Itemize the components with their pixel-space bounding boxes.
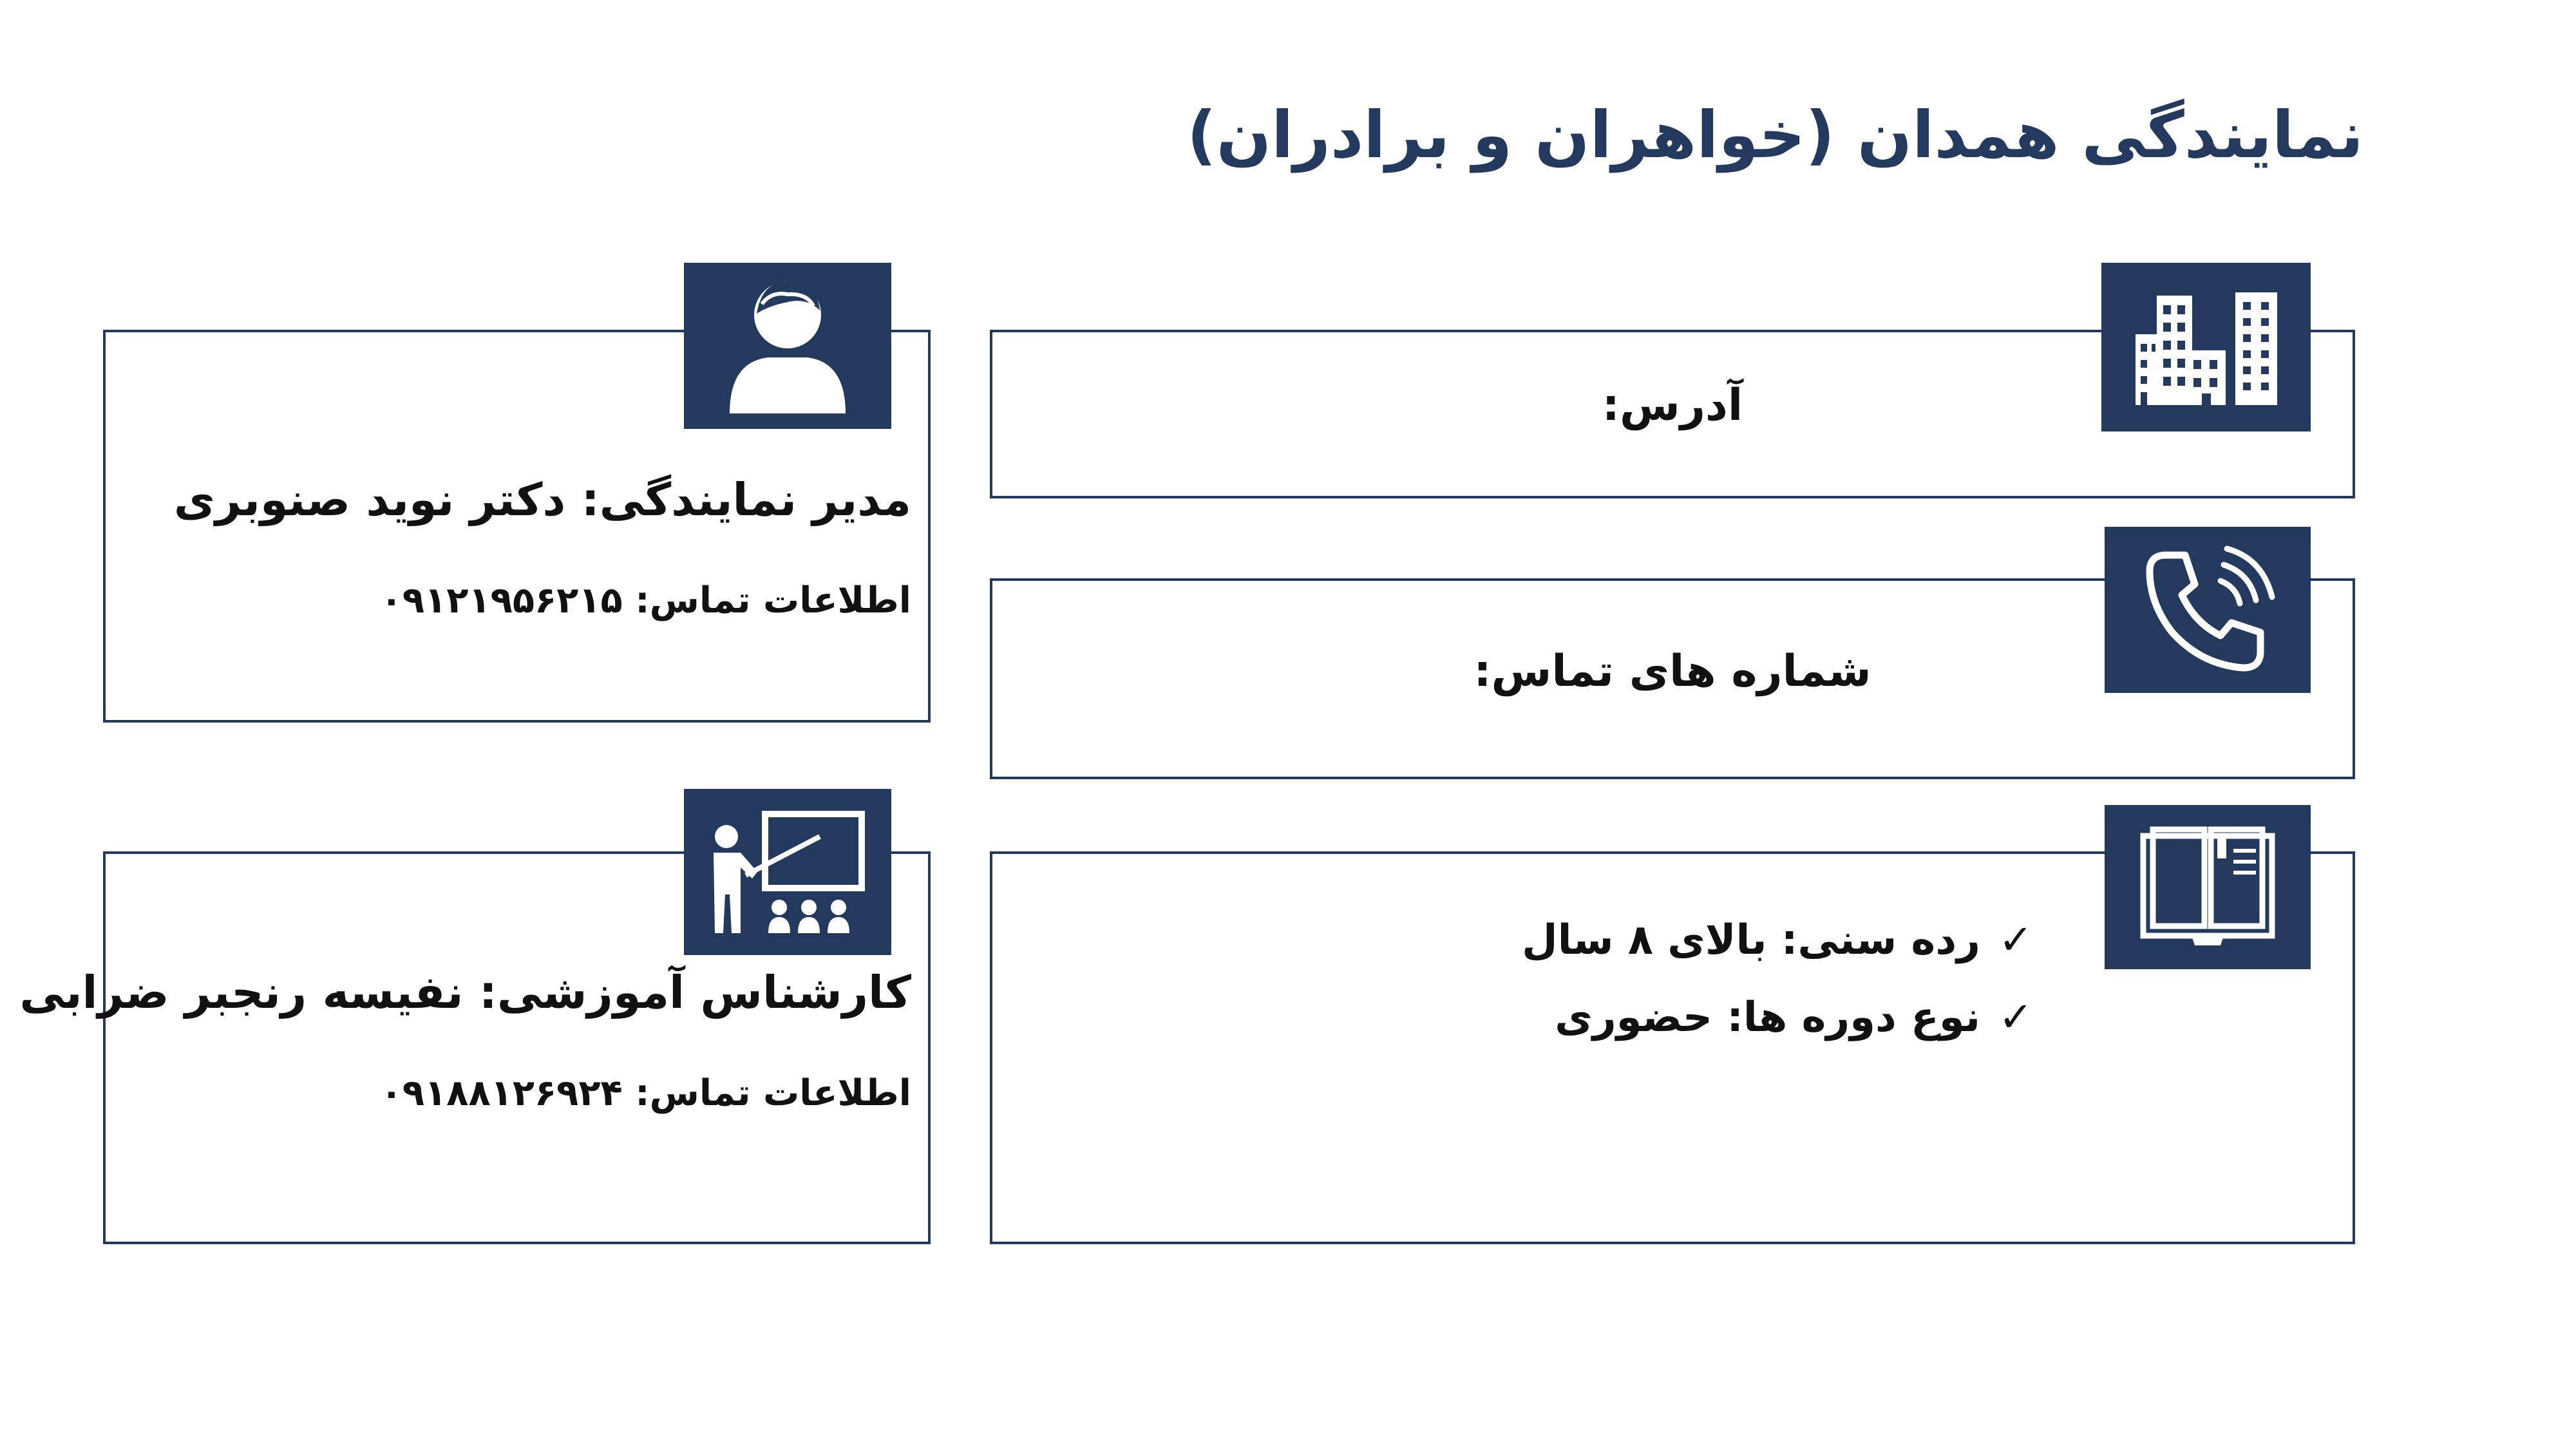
manager-contact: اطلاعات تماس: ۰۹۱۲۱۹۵۶۲۱۵ [380,580,911,621]
education-contact: اطلاعات تماس: ۰۹۱۸۸۱۲۶۹۲۴ [380,1072,911,1114]
address-label: آدرس: [1602,380,1743,431]
check-icon: ✓ [1998,994,2033,1041]
book-icon [2140,826,2275,949]
list-item: ✓رده سنی: بالای ۸ سال [1522,902,2051,979]
info-list [1522,902,2051,1056]
check-icon: ✓ [1998,916,2033,964]
education-icon-box [684,789,891,955]
phone-label: شماره های تماس: [1473,646,1871,697]
page-title: نمایندگی همدان (خواهران و برادران) [1187,97,2363,173]
manager-icon-box [684,263,891,429]
teacher-icon [707,804,868,940]
education-name: کارشناس آموزشی: نفیسه رنجبر ضرابی [19,966,911,1019]
person-icon [723,275,852,417]
list-item: ✓نوع دوره ها: حضوری [1522,979,2051,1056]
info-icon-box [2105,805,2311,969]
manager-name: مدیر نمایندگی: دکتر نوید صنوبری [173,473,911,526]
